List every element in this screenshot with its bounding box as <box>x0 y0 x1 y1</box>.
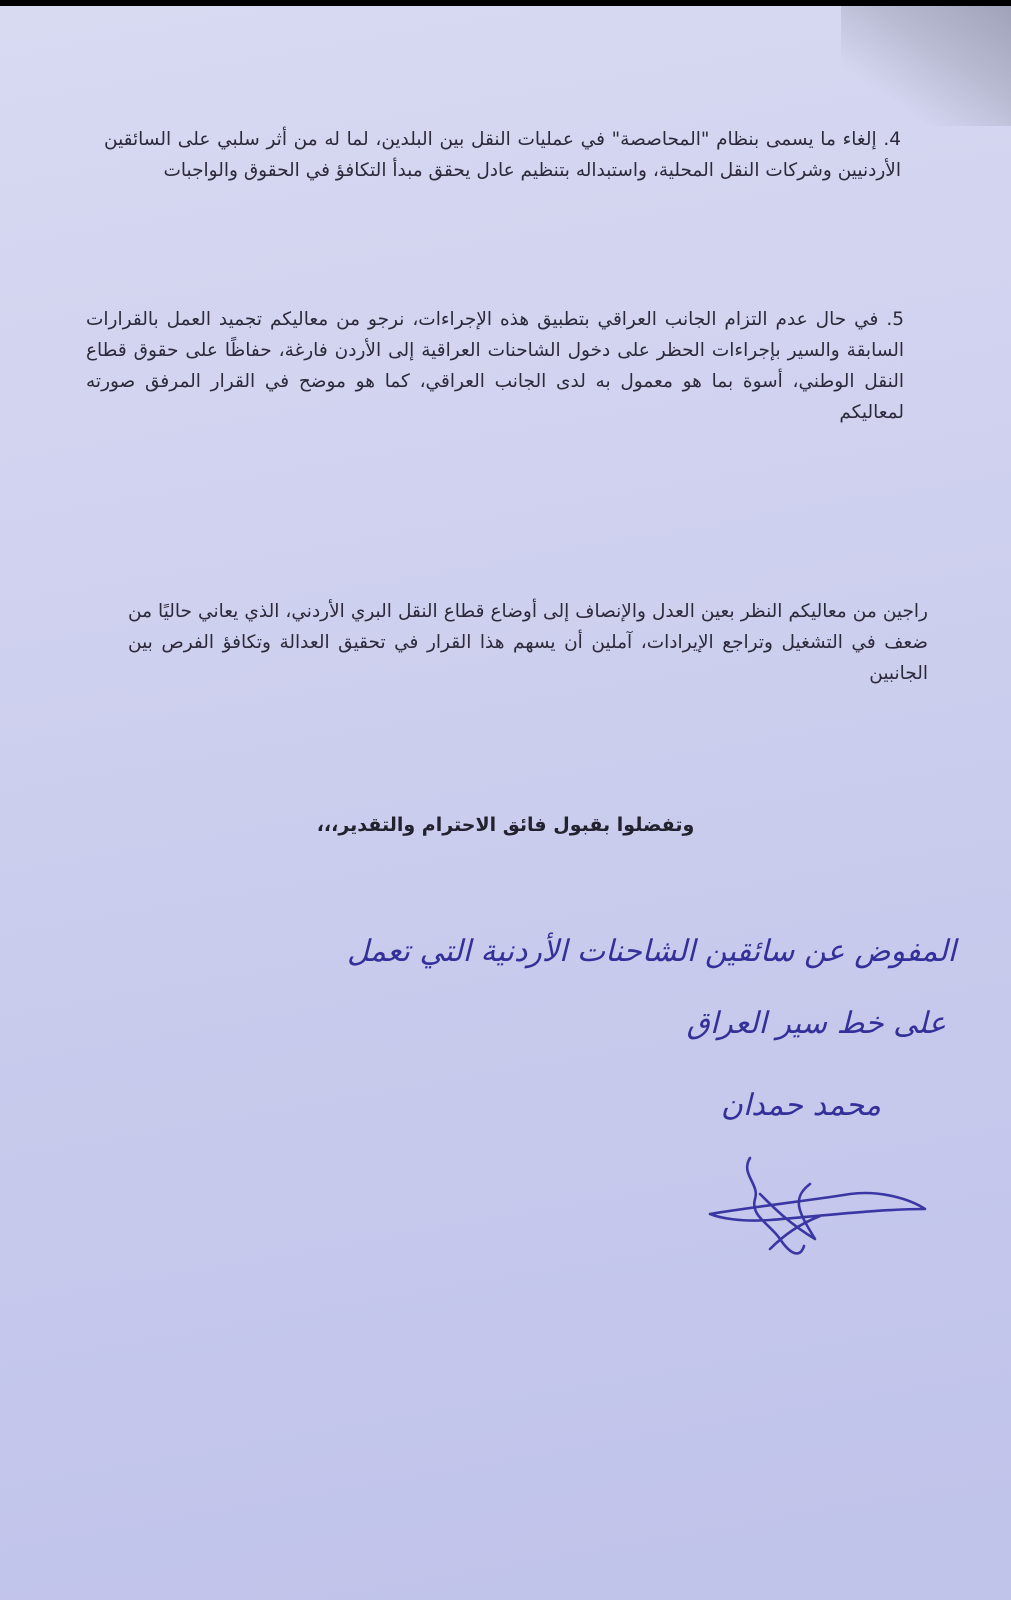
document-page <box>0 6 1011 1600</box>
closing-line: وتفضلوا بقبول فائق الاحترام والتقدير،،، <box>316 814 695 836</box>
handwritten-name: محمد حمدان <box>720 1088 881 1123</box>
item-4-paragraph: 4. إلغاء ما يسمى بنظام "المحاصصة" في عمليات النقل بين البلدين، لما له من أثر سلبي على السائقين الأردنيين وشركات النقل المحلية، واستبداله بتنظيم عادل يحقق مبدأ التكافؤ في الحقوق والواجبات <box>104 129 901 181</box>
appeal-paragraph: راجين من معاليكم النظر بعين العدل والإنصاف إلى أوضاع قطاع النقل البري الأردني، الذي يعاني حاليًا من ضعف في التشغيل وتراجع الإيرادات، آملين أن يسهم هذا القرار في تحقيق العدالة وتكافؤ الفرص بين الجانبين <box>128 601 928 684</box>
signature-scribble <box>700 1154 940 1264</box>
handwritten-signatory-title: المفوض عن سائقين الشاحنات الأردنية التي تعمل <box>347 934 956 969</box>
handwritten-route: على خط سير العراق <box>686 1006 946 1041</box>
item-5-paragraph: 5. في حال عدم التزام الجانب العراقي بتطبيق هذه الإجراءات، نرجو من معاليكم تجميد العمل بالقرارات السابقة والسير بإجراءات الحظر على دخول الشاحنات العراقية إلى الأردن فارغة، حفاظًا على حقوق قطاع النقل الوطني، أسوة بما هو معمول به لدى الجانب العراقي، كما هو موضح في القرار المرفق صورته لمعاليكم <box>86 309 904 423</box>
folded-corner-shadow <box>841 6 1011 126</box>
